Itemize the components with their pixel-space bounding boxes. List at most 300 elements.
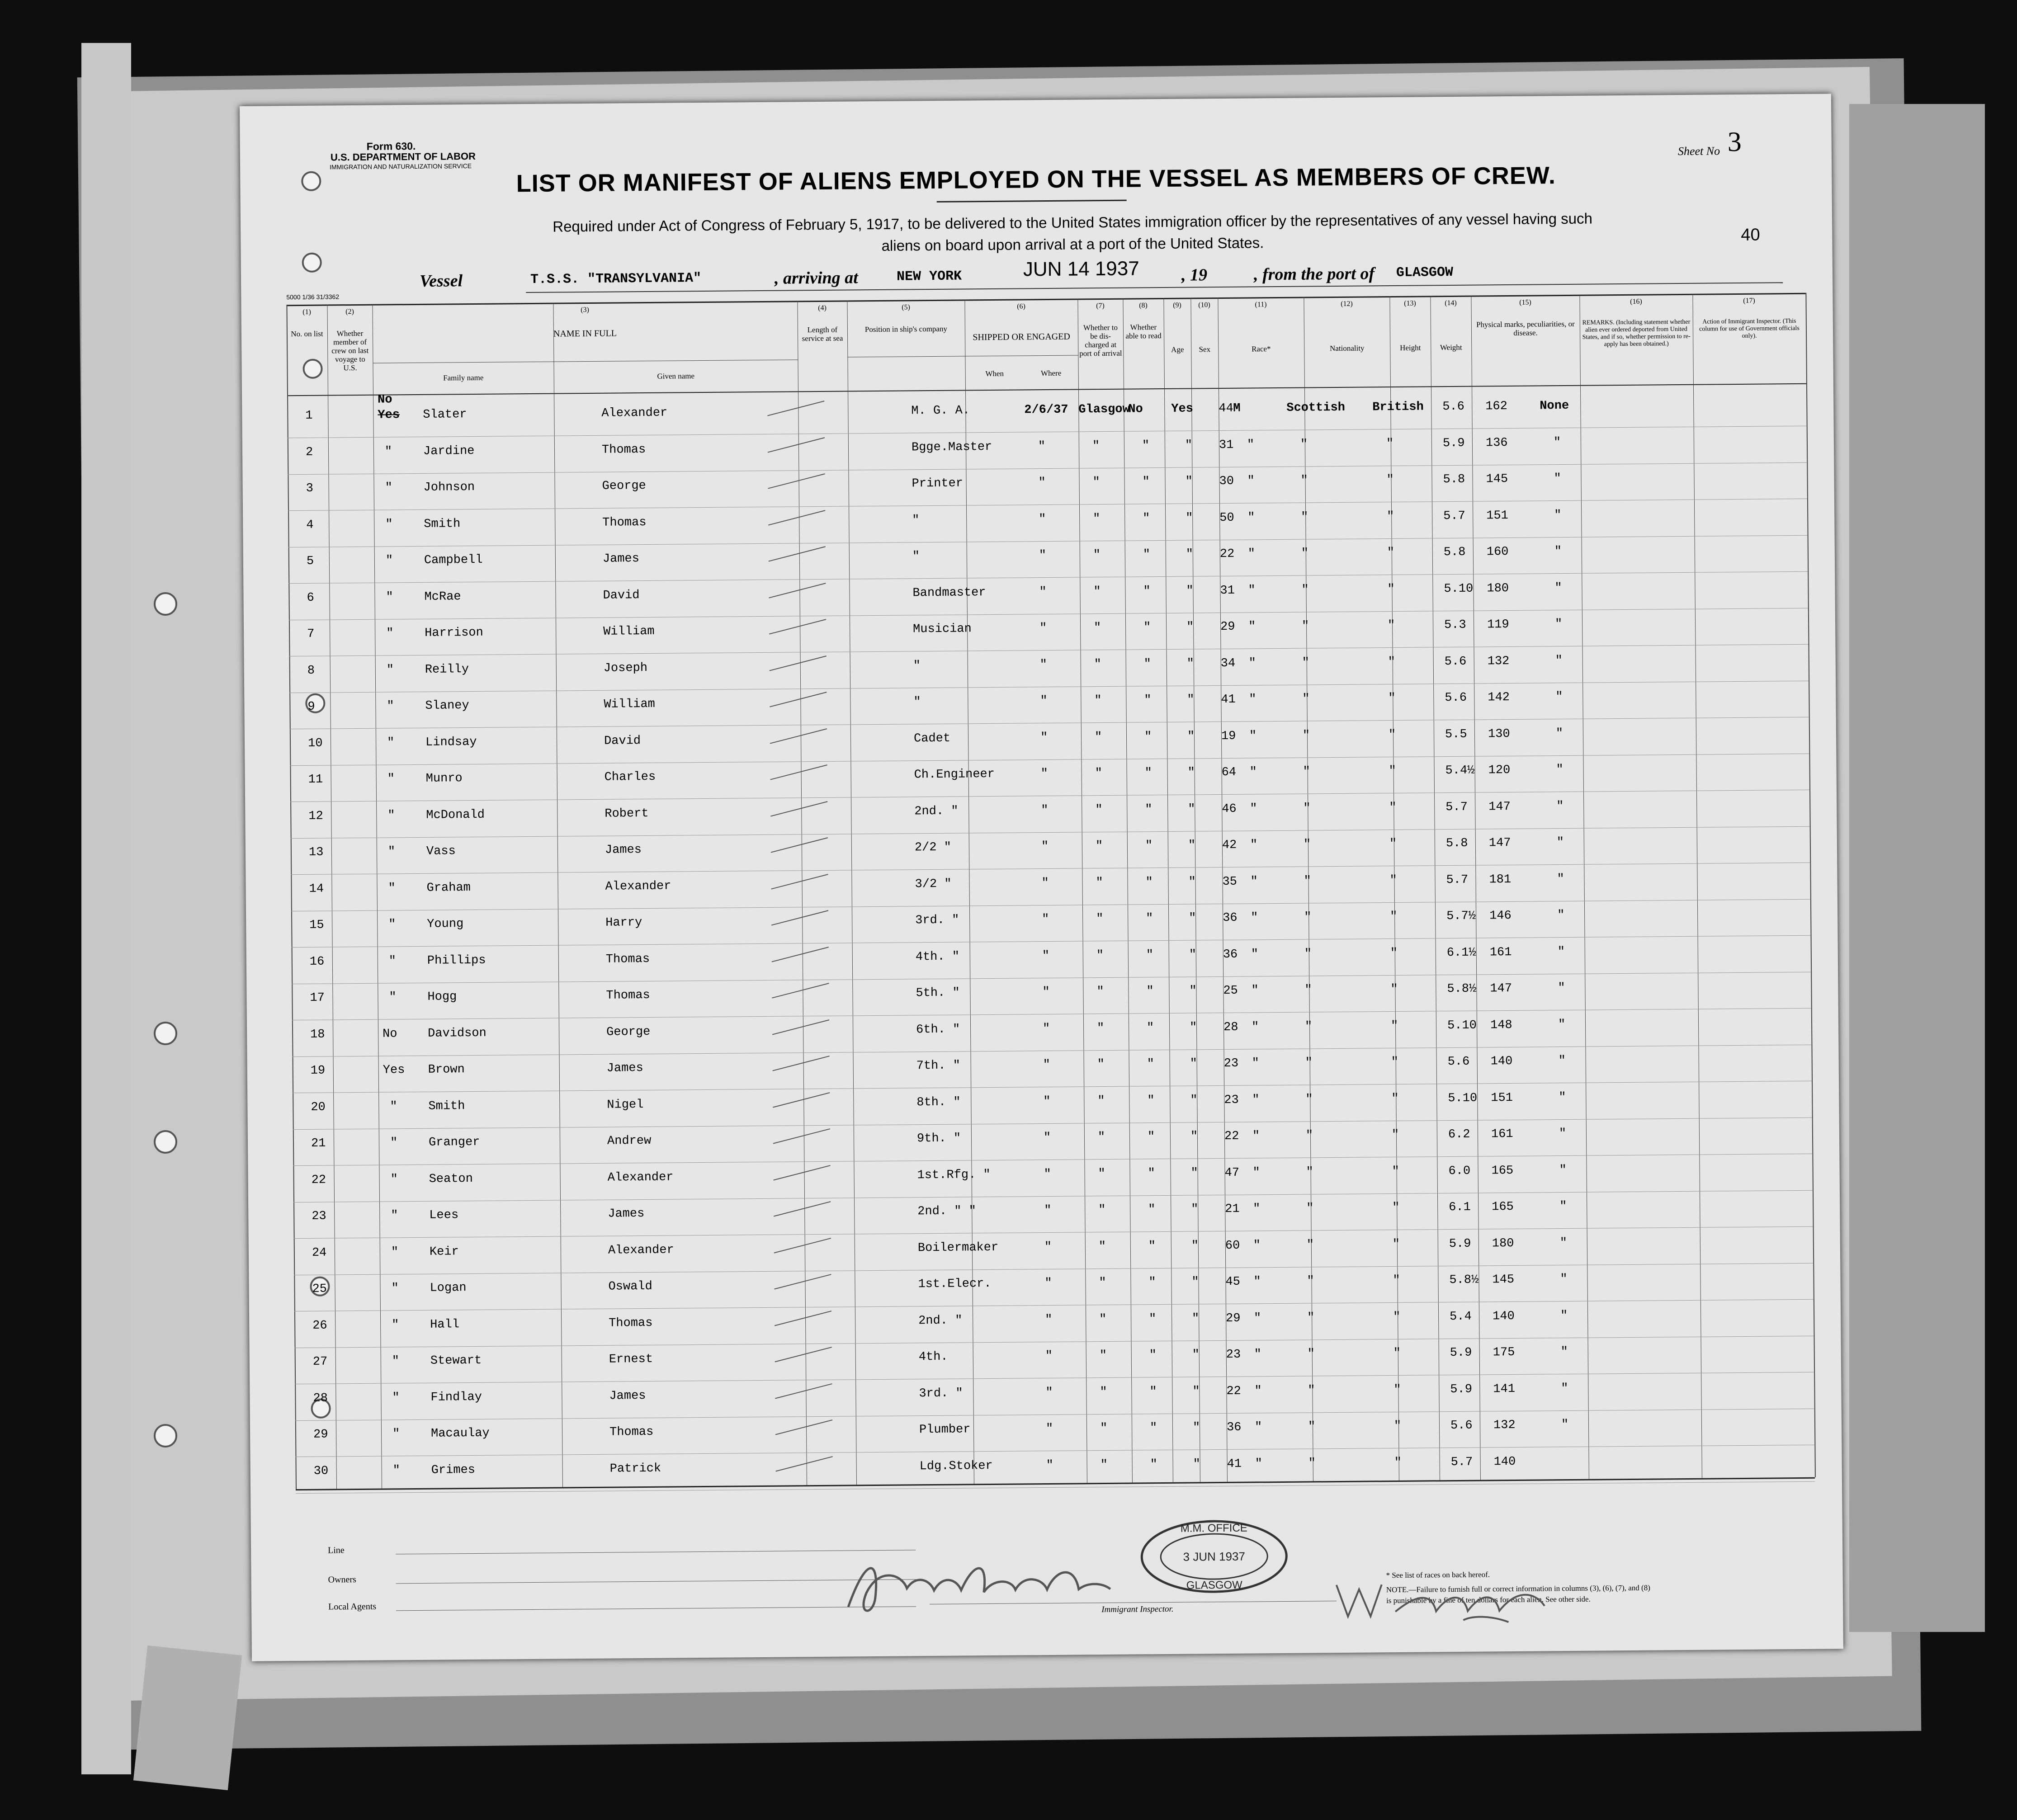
ditto-mark: " (1248, 656, 1256, 670)
col-number: (8) (1139, 302, 1148, 310)
weight: 141 (1493, 1382, 1516, 1396)
age: 46 (1222, 802, 1237, 816)
ditto-mark: " (1249, 729, 1257, 743)
ditto-mark: " (1045, 1386, 1053, 1400)
form-code: 5000 1/36 31/3362 (286, 293, 340, 301)
height: 5.10 (1444, 582, 1474, 596)
ditto-mark: " (1096, 876, 1103, 890)
ditto-mark: " (387, 845, 396, 859)
row-number: 13 (308, 845, 324, 859)
ditto-mark: " (1143, 657, 1152, 671)
ditto-mark: " (1143, 584, 1151, 598)
ditto-mark: " (1046, 1458, 1053, 1472)
row-number: 7 (307, 627, 315, 641)
col-heading: Age (1171, 345, 1184, 354)
ditto-mark: " (1045, 1313, 1053, 1327)
weight: 175 (1493, 1345, 1515, 1360)
ditto-mark: " (390, 1136, 398, 1150)
service-tick (769, 619, 826, 634)
ditto-mark: " (1097, 1058, 1105, 1072)
weight: 180 (1492, 1236, 1514, 1250)
service-tick (774, 1238, 831, 1253)
ditto-mark: " (1185, 475, 1193, 489)
ditto-mark: " (1302, 692, 1310, 706)
family-name: Harrison (425, 626, 483, 640)
ditto-mark: " (390, 1099, 397, 1113)
ditto-mark: " (1554, 581, 1562, 595)
punch-hole (154, 592, 177, 616)
ditto-mark: " (1096, 948, 1104, 962)
height: 5.6 (1442, 400, 1465, 414)
ditto-mark: " (1250, 802, 1257, 816)
first-row-when: 2/6/37 (1024, 403, 1068, 417)
ditto-mark: " (1559, 1163, 1567, 1177)
first-row-sex: M (1233, 401, 1241, 415)
col-number: (13) (1404, 299, 1416, 307)
weight: 151 (1486, 509, 1508, 523)
ditto-mark: " (384, 444, 392, 459)
ditto-mark: " (1555, 654, 1563, 668)
position: 6th. " (916, 1023, 960, 1037)
inspector-signature (839, 1546, 1120, 1621)
weight: 140 (1493, 1455, 1516, 1469)
col-heading: Height (1400, 343, 1421, 352)
prev-voyage-correction: No (377, 393, 392, 407)
ditto-mark: " (392, 1354, 400, 1368)
ditto-mark: " (1099, 1276, 1106, 1290)
age: 41 (1221, 693, 1236, 707)
row-number: 9 (307, 700, 315, 714)
given-name: James (609, 1389, 646, 1403)
ditto-mark: " (1559, 1236, 1568, 1250)
corner-number: 40 (1741, 225, 1760, 245)
age: 21 (1225, 1202, 1240, 1216)
manifest-page (240, 94, 1843, 1661)
ditto-mark: " (1387, 618, 1395, 633)
ditto-mark: " (1391, 1092, 1399, 1106)
ditto-mark: " (1096, 912, 1104, 926)
ditto-mark: " (1146, 948, 1154, 962)
ditto-mark: " (1254, 1384, 1262, 1398)
weight: 140 (1492, 1309, 1515, 1323)
col-heading: NAME IN FULL (553, 328, 617, 339)
ditto-mark: " (1041, 803, 1049, 817)
ditto-mark: " (1558, 1018, 1566, 1032)
position: 4th. (918, 1350, 948, 1364)
ditto-mark: " (1149, 1421, 1157, 1435)
ditto-mark: " (1100, 1385, 1107, 1399)
ditto-mark: " (1146, 912, 1153, 926)
service-tick (775, 1347, 832, 1362)
first-row-marks: None (1540, 399, 1569, 413)
ditto-mark: " (1386, 437, 1394, 451)
age: 23 (1223, 1056, 1239, 1070)
ditto-mark: " (1192, 1384, 1200, 1399)
ditto-mark: " (1558, 981, 1565, 995)
service-tick (775, 1419, 832, 1435)
footer-agents-label: Local Agents (328, 1601, 377, 1612)
footer-rule (396, 1579, 916, 1584)
ditto-mark: " (1394, 1456, 1402, 1470)
subhead-family-name: Family name (443, 373, 484, 382)
ditto-mark: " (1252, 1056, 1260, 1070)
given-name: William (603, 624, 655, 639)
col-heading: REMARKS. (Including statement whether alien ever ordered deported from United States, and if so, whether permission to re-apply has been obtained.) (1582, 318, 1691, 348)
ditto-mark: " (1388, 655, 1396, 669)
office-seal (1137, 1518, 1291, 1596)
ditto-mark: " (1252, 1129, 1260, 1143)
position: 2/2 " (914, 840, 952, 855)
position: Boilermaker (917, 1240, 999, 1255)
ditto-mark: " (1554, 545, 1562, 559)
ditto-mark: " (1561, 1418, 1569, 1432)
given-name: David (603, 588, 640, 603)
ditto-mark: " (1147, 1094, 1155, 1108)
ditto-mark: " (1556, 763, 1564, 777)
ditto-mark: " (392, 1391, 400, 1405)
position: Plumber (919, 1423, 971, 1437)
family-name: Hall (430, 1317, 460, 1332)
ditto-mark: " (1560, 1345, 1568, 1359)
age: 45 (1225, 1275, 1241, 1289)
col-heading: Sex (1199, 345, 1211, 354)
family-name: Lindsay (425, 735, 477, 750)
ditto-mark: " (1094, 694, 1102, 708)
position: 9th. " (916, 1132, 961, 1146)
ditto-mark: " (1187, 729, 1195, 744)
position: 1st.Elecr. (918, 1277, 992, 1292)
age: 31 (1220, 584, 1235, 598)
penalty-note: NOTE.—Failure to furnish full or correct information in columns (3), (6), (7), and (8) (1386, 1583, 1650, 1594)
family-name: Hogg (427, 990, 457, 1004)
row-number: 16 (309, 955, 325, 969)
subtitle (417, 207, 1729, 260)
punch-hole (302, 253, 322, 273)
ditto-mark: " (1558, 1054, 1566, 1068)
weight: 145 (1486, 472, 1508, 486)
ditto-mark: " (1306, 1165, 1313, 1179)
service-tick (771, 874, 828, 889)
ditto-mark: " (1303, 801, 1311, 816)
row-number: 1 (305, 409, 313, 423)
weight: 180 (1487, 581, 1509, 595)
prev-voyage: Yes (378, 408, 400, 422)
weight: 147 (1488, 836, 1511, 850)
ditto-mark: " (1248, 620, 1256, 634)
col-heading: Position in ship's company (864, 324, 948, 334)
given-name: Thomas (606, 988, 650, 1003)
given-name: Robert (605, 806, 649, 821)
age: 25 (1223, 984, 1238, 998)
col-heading: Weight (1440, 343, 1462, 352)
ditto-mark: " (1144, 693, 1152, 707)
age: 60 (1225, 1239, 1240, 1253)
given-name: Alexander (601, 406, 668, 420)
ditto-mark: " (1192, 1421, 1200, 1435)
sheet-label: Sheet No (1677, 144, 1720, 158)
ditto-mark: " (1144, 766, 1152, 780)
service-tick (774, 1201, 831, 1216)
family-name: Stewart (430, 1353, 482, 1368)
service-tick (772, 1056, 829, 1071)
ditto-mark: " (1393, 1346, 1401, 1361)
ditto-mark: " (1388, 691, 1396, 706)
given-name: Thomas (605, 952, 650, 967)
ditto-mark: " (1253, 1275, 1261, 1289)
given-name: Ernest (609, 1352, 653, 1367)
ditto-mark: " (1300, 474, 1308, 488)
ditto-mark: " (1148, 1276, 1156, 1290)
col-number: (17) (1743, 297, 1755, 305)
superintendent-signature (1327, 1565, 1554, 1630)
family-name: Campbell (424, 553, 483, 567)
ditto-mark: " (1305, 1056, 1313, 1070)
row-number: 30 (313, 1464, 329, 1478)
ditto-mark: " (1094, 621, 1101, 635)
col-number: (11) (1255, 301, 1267, 309)
ditto-mark: " (385, 554, 393, 568)
height: 5.10 (1448, 1091, 1478, 1105)
given-name: James (608, 1207, 645, 1221)
ditto-mark: " (392, 1463, 401, 1477)
ditto-mark: " (1098, 1167, 1105, 1181)
ditto-mark: " (1391, 1055, 1399, 1070)
weight: 160 (1486, 545, 1509, 559)
family-name: Munro (425, 772, 463, 786)
ditto-mark: " (1560, 1273, 1568, 1287)
height: 5.4½ (1445, 764, 1475, 778)
position: Bandmaster (912, 585, 986, 600)
ditto-mark: " (1252, 1165, 1260, 1179)
family-name: Reilly (425, 662, 469, 677)
service-tick (775, 1456, 832, 1471)
ditto-mark: " (1308, 1420, 1316, 1434)
ditto-mark: " (1044, 1276, 1052, 1291)
age: 19 (1221, 729, 1236, 743)
service-tick (770, 692, 827, 707)
ditto-mark: " (1099, 1312, 1107, 1326)
family-name: Keir (429, 1245, 459, 1259)
given-name: Alexander (607, 1170, 674, 1185)
position: Printer (912, 476, 964, 491)
ditto-mark: " (1560, 1309, 1568, 1323)
ditto-mark: " (1387, 509, 1394, 523)
ditto-mark: " (387, 808, 395, 822)
ditto-mark: " (1148, 1166, 1155, 1180)
ditto-mark: " (392, 1427, 400, 1441)
family-name: Granger (428, 1135, 480, 1150)
age: 23 (1226, 1348, 1241, 1362)
row-number: 18 (310, 1028, 325, 1042)
ditto-mark: " (1390, 1019, 1398, 1033)
penalty-note: is punishable by a fine of ten dollars for each alien. See other side. (1386, 1594, 1591, 1605)
subhead-when: When (985, 369, 1004, 378)
ditto-mark: " (1557, 909, 1565, 923)
ditto-mark: " (1389, 801, 1397, 815)
service-tick (773, 1128, 830, 1144)
position: 5th. " (916, 986, 960, 1000)
family-name: McRae (424, 589, 461, 604)
ditto-mark: " (1304, 910, 1312, 924)
ditto-mark: " (1144, 730, 1152, 744)
ditto-mark: " (1251, 911, 1258, 925)
service-tick (769, 583, 826, 598)
punch-hole (154, 1022, 177, 1045)
races-note: * See list of races on back hereof. (1386, 1570, 1490, 1580)
ditto-mark: " (1389, 837, 1397, 851)
height: 5.10 (1447, 1018, 1477, 1033)
position: Bgge.Master (911, 440, 992, 454)
age: 41 (1227, 1457, 1242, 1471)
ditto-mark: " (1250, 874, 1258, 888)
weight: 145 (1492, 1273, 1515, 1287)
ditto-mark: " (1186, 656, 1195, 671)
service-tick (770, 801, 827, 816)
row-number: 28 (313, 1391, 328, 1405)
ditto-mark: " (1186, 547, 1194, 561)
row-number: 29 (313, 1428, 328, 1442)
vessel-name: T.S.S. "TRANSYLVANIA" (530, 270, 702, 288)
port-of-departure: GLASGOW (1396, 264, 1454, 281)
height: 5.9 (1450, 1346, 1472, 1360)
ditto-mark: " (1044, 1203, 1052, 1218)
ditto-mark: " (1100, 1422, 1108, 1436)
punch-hole (302, 359, 322, 379)
ditto-mark: " (1557, 872, 1564, 886)
ditto-mark: " (1038, 476, 1046, 490)
height: 5.3 (1444, 618, 1466, 632)
col-number: (12) (1341, 300, 1353, 308)
ditto-mark: " (1098, 1240, 1106, 1254)
weight: 165 (1492, 1200, 1514, 1214)
ditto-mark: " (387, 699, 394, 713)
ditto-mark: " (1039, 549, 1047, 563)
position: 7th. " (916, 1059, 961, 1073)
weight: 161 (1489, 945, 1512, 959)
ditto-mark: " (1042, 949, 1050, 963)
service-tick (768, 437, 825, 453)
position: 8th. " (916, 1095, 961, 1109)
height: 5.9 (1442, 436, 1465, 450)
col-number: (16) (1630, 297, 1642, 306)
ditto-mark: " (1094, 730, 1102, 744)
ditto-mark: " (1393, 1419, 1402, 1433)
ditto-mark: " (1092, 476, 1100, 490)
given-name: Patrick (609, 1462, 661, 1476)
service-tick (772, 983, 829, 998)
page-title: LIST OR MANIFEST OF ALIENS EMPLOYED ON THE VESSEL AS MEMBERS OF CREW. (516, 162, 1556, 198)
sheet-number: 3 (1727, 126, 1742, 158)
given-name: James (602, 552, 640, 566)
ditto-mark: " (1094, 657, 1102, 671)
ditto-mark: " (1253, 1238, 1261, 1252)
row-number: 11 (308, 773, 323, 787)
height: 5.6 (1447, 1055, 1470, 1069)
weight: 165 (1491, 1164, 1514, 1178)
position: " (913, 695, 921, 709)
col-heading: Whether able to read (1125, 323, 1162, 340)
position: 4th. " (915, 950, 960, 964)
ditto-mark: " (1252, 1093, 1260, 1107)
position: M. G. A. (911, 404, 970, 418)
ditto-mark: " (1095, 803, 1103, 817)
ditto-mark: " (1390, 982, 1398, 997)
punch-hole (154, 1130, 177, 1154)
ditto-mark: " (1390, 946, 1398, 960)
ditto-mark: " (386, 627, 394, 641)
age: 44 (1219, 401, 1233, 416)
age: 47 (1224, 1166, 1240, 1180)
arrival-date-stamp: JUN 14 1937 (1023, 257, 1139, 281)
ditto-mark: " (1251, 984, 1259, 998)
col-number: (3) (581, 306, 589, 314)
position: " (913, 659, 921, 673)
ditto-mark: " (1193, 1457, 1200, 1471)
ditto-mark: " (1392, 1237, 1400, 1251)
height: 5.7 (1443, 509, 1465, 523)
ditto-mark: " (1557, 945, 1565, 959)
ditto-mark: " (1247, 438, 1255, 452)
weight: 132 (1487, 654, 1510, 668)
age: 50 (1219, 511, 1234, 525)
ditto-mark: " (1392, 1201, 1400, 1215)
name-subrule (373, 359, 798, 363)
ditto-mark: " (1254, 1311, 1261, 1325)
ditto-mark: " (1149, 1312, 1157, 1326)
ditto-mark: " (1148, 1203, 1156, 1217)
ditto-mark: " (1555, 726, 1564, 740)
col-heading: SHIPPED OR ENGAGED (973, 331, 1070, 343)
ditto-mark: " (1559, 1090, 1566, 1104)
ditto-mark: " (391, 1282, 399, 1296)
seal-top-text: M.M. OFFICE (1180, 1522, 1247, 1535)
ditto-mark: " (1100, 1458, 1108, 1472)
given-name: Nigel (607, 1098, 644, 1112)
age: 22 (1226, 1384, 1241, 1398)
weight: 136 (1485, 436, 1508, 450)
ditto-mark: " (1143, 621, 1151, 635)
given-name: Thomas (601, 443, 646, 457)
ditto-mark: " (1145, 839, 1153, 853)
col-heading: Physical marks, peculiarities, or disease. (1476, 319, 1575, 337)
height: 5.8½ (1447, 982, 1477, 996)
punch-hole (154, 1424, 177, 1448)
ditto-mark: " (1393, 1383, 1401, 1397)
prev-voyage: Yes (383, 1063, 405, 1077)
family-name: Seaton (429, 1172, 473, 1186)
family-name: Davidson (428, 1026, 487, 1041)
ditto-mark: " (1039, 622, 1047, 636)
ditto-mark: " (1304, 1019, 1313, 1034)
ditto-mark: " (1043, 1094, 1051, 1108)
position: Ldg.Stoker (919, 1459, 993, 1473)
service-tick (775, 1383, 832, 1399)
row-number: 25 (312, 1282, 327, 1296)
ditto-mark: " (1254, 1348, 1262, 1362)
ditto-mark: " (1097, 1131, 1105, 1145)
ditto-mark: " (1093, 548, 1101, 562)
col-number: (4) (818, 304, 827, 312)
row-number: 5 (306, 554, 314, 568)
ditto-mark: " (1192, 1348, 1200, 1362)
ditto-mark: " (1393, 1310, 1401, 1324)
service-tick (773, 1092, 830, 1108)
ditto-mark: " (1250, 838, 1258, 852)
ditto-mark: " (1186, 584, 1194, 598)
family-name: Lees (429, 1208, 459, 1222)
year-label: , 19 (1181, 265, 1208, 285)
row-number: 23 (312, 1209, 326, 1223)
